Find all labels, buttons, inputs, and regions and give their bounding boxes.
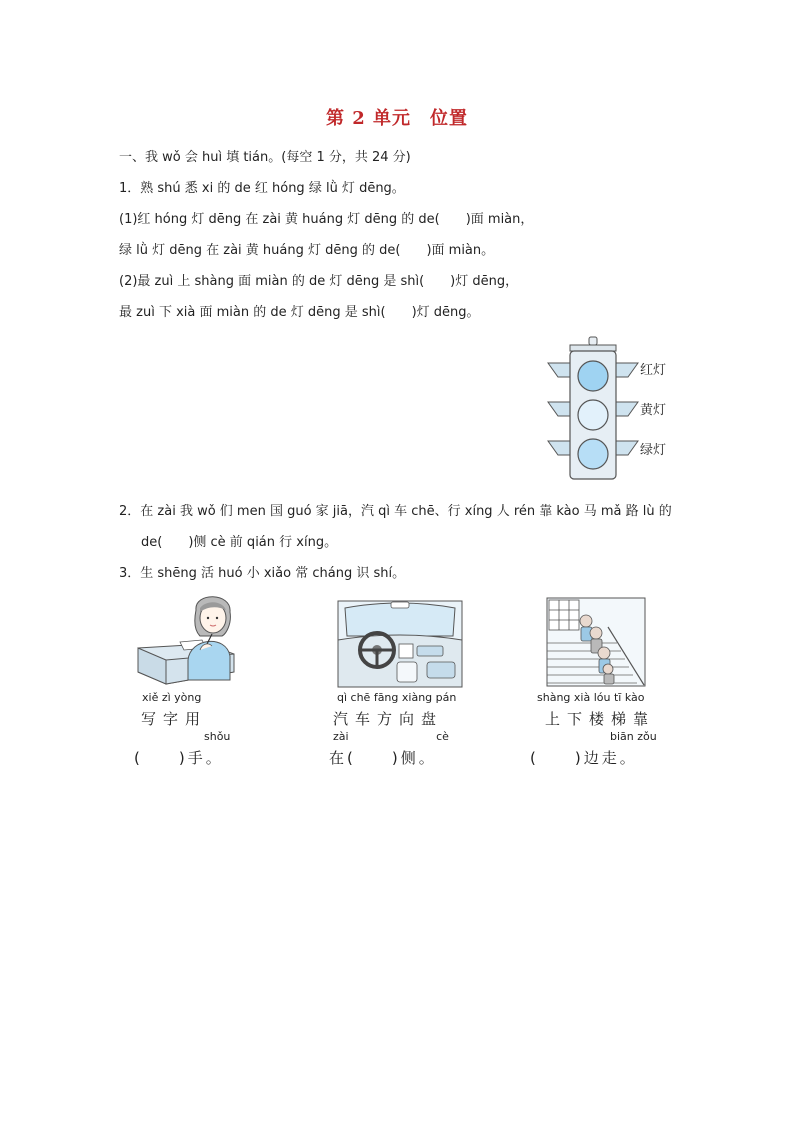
question-1-part-2a: (2)最 zuì 上 shàng 面 miàn 的 de 灯 dēng 是 shì( )灯 dēng， bbox=[119, 274, 519, 289]
traffic-light-illustration bbox=[546, 335, 640, 481]
green-light-label: 绿灯 bbox=[640, 443, 667, 458]
question-1-part-1a: (1)红 hóng 灯 dēng 在 zài 黄 huáng 灯 dēng 的 de( )面 miàn， bbox=[119, 212, 534, 227]
green-light bbox=[578, 439, 608, 469]
item-1-text: 写字用 bbox=[141, 710, 208, 728]
section-heading: 一、我 wǒ 会 huì 填 tián。(每空 1 分，共 24 分) bbox=[119, 150, 411, 165]
item-1-pinyin: xiě zì yòng bbox=[142, 691, 202, 704]
item-2-pinyin: qì chē fāng xiàng pán bbox=[337, 691, 457, 704]
yellow-light-label: 黄灯 bbox=[640, 403, 667, 418]
question-3-stem: 3．生 shēng 活 huó 小 xiǎo 常 cháng 识 shí。 bbox=[119, 566, 406, 581]
item-2-text: 汽车方向盘 bbox=[333, 710, 444, 728]
item-1-blank-line: ( )手。 bbox=[134, 749, 224, 767]
red-light bbox=[578, 361, 608, 391]
question-2-line-2: de( )侧 cè 前 qián 行 xíng。 bbox=[141, 535, 338, 550]
question-1-part-1b: 绿 lǜ 灯 dēng 在 zài 黄 huáng 灯 dēng 的 de( )面 miàn。 bbox=[119, 243, 495, 258]
yellow-light bbox=[578, 400, 608, 430]
item-2-blank-line: 在( )侧。 bbox=[329, 749, 437, 767]
question-1-part-2b: 最 zuì 下 xià 面 miàn 的 de 灯 dēng 是 shì( )灯 dēng。 bbox=[119, 305, 480, 320]
question-1-stem: 1．熟 shú 悉 xi 的 de 红 hóng 绿 lǜ 灯 dēng。 bbox=[119, 181, 405, 196]
car-steering-wheel-illustration bbox=[337, 600, 463, 688]
page-title: 第 2 单元 位置 bbox=[325, 108, 469, 129]
item-3-pinyin: shàng xià lóu tī kào bbox=[537, 691, 645, 704]
red-light-label: 红灯 bbox=[640, 363, 667, 378]
item-3-blank-line: ( )边走。 bbox=[530, 749, 638, 767]
stairs-illustration bbox=[546, 597, 646, 687]
girl-writing-illustration bbox=[136, 590, 236, 688]
item-1-pinyin-2: shǒu bbox=[204, 730, 231, 743]
question-2-line-1: 2．在 zài 我 wǒ 们 men 国 guó 家 jiā，汽 qì 车 chē、行 xíng 人 rén 靠 kào 马 mǎ 路 lù 的 bbox=[119, 504, 672, 519]
item-3-pinyin-2: biān zǒu bbox=[610, 730, 657, 743]
item-3-text: 上下楼梯靠 bbox=[545, 710, 656, 728]
item-2-pinyin-2: zài cè bbox=[333, 730, 449, 743]
